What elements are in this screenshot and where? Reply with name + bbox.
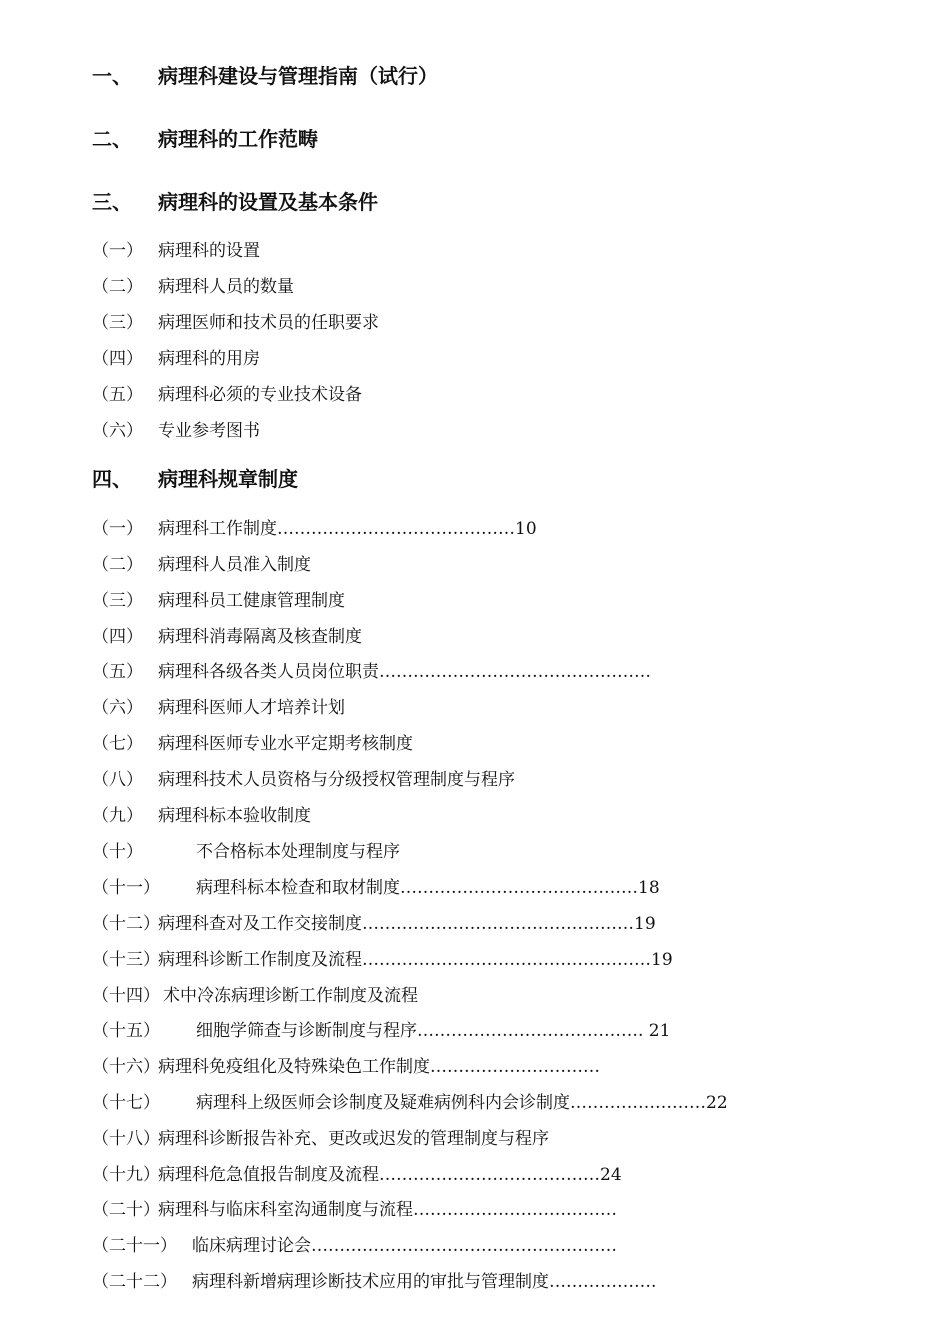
item-title: 病理科标本验收制度 bbox=[158, 806, 311, 826]
item-title: 病理科技术人员资格与分级授权管理制度与程序 bbox=[158, 770, 515, 790]
section-title: 病理科规章制度 bbox=[158, 467, 298, 491]
section-title: 病理科的工作范畴 bbox=[158, 127, 318, 151]
item-number: （二） bbox=[92, 555, 143, 575]
item-title: 病理科的设置 bbox=[158, 241, 260, 261]
item-number: （十一） bbox=[92, 878, 160, 898]
item-title: 病理医师和技术员的任职要求 bbox=[158, 313, 379, 333]
item-title: 不合格标本处理制度与程序 bbox=[196, 842, 400, 862]
item-number: （二十二） bbox=[92, 1272, 177, 1292]
item-title: 病理科医师人才培养计划 bbox=[158, 698, 345, 718]
item-title: 病理科查对及工作交接制度…………………………………………19 bbox=[158, 914, 656, 934]
item-number: （十五） bbox=[92, 1021, 160, 1041]
item-title: 病理科员工健康管理制度 bbox=[158, 591, 345, 611]
item-number: （二十） bbox=[92, 1200, 160, 1220]
item-number: （九） bbox=[92, 806, 143, 826]
item-title: 专业参考图书 bbox=[158, 421, 260, 441]
item-number: （十四） bbox=[92, 986, 160, 1006]
item-number: （四） bbox=[92, 349, 143, 369]
section-number: 三、 bbox=[92, 190, 132, 214]
item-title: 病理科免疫组化及特殊染色工作制度………………………… bbox=[158, 1057, 600, 1077]
item-title: 病理科必须的专业技术设备 bbox=[158, 385, 362, 405]
item-number: （一） bbox=[92, 519, 143, 539]
item-number: （四） bbox=[92, 627, 143, 647]
item-title: 病理科上级医师会诊制度及疑难病例科内会诊制度……………………22 bbox=[196, 1093, 728, 1113]
item-title: 病理科工作制度……………………………………10 bbox=[158, 519, 537, 539]
item-number: （十二） bbox=[92, 914, 160, 934]
section-number: 四、 bbox=[92, 467, 132, 491]
item-title: 病理科危急值报告制度及流程…………………………………24 bbox=[158, 1165, 622, 1185]
item-title: 病理科诊断工作制度及流程……………………………………………19 bbox=[158, 950, 673, 970]
item-number: （十七） bbox=[92, 1093, 160, 1113]
item-title: 病理科新增病理诊断技术应用的审批与管理制度………………. bbox=[192, 1272, 657, 1292]
section-title: 病理科的设置及基本条件 bbox=[158, 190, 378, 214]
item-title: 病理科人员准入制度 bbox=[158, 555, 311, 575]
item-number: （六） bbox=[92, 421, 143, 441]
item-title: 病理科的用房 bbox=[158, 349, 260, 369]
item-number: （十） bbox=[92, 842, 143, 862]
item-number: （十三） bbox=[92, 950, 160, 970]
item-title: 病理科医师专业水平定期考核制度 bbox=[158, 734, 413, 754]
item-title: 病理科各级各类人员岗位职责………………………………………… bbox=[158, 662, 651, 682]
item-number: （八） bbox=[92, 770, 143, 790]
item-title: 病理科消毒隔离及核查制度 bbox=[158, 627, 362, 647]
item-title: 病理科与临床科室沟通制度与流程……………………………… bbox=[158, 1200, 617, 1220]
section-number: 一、 bbox=[92, 64, 132, 88]
item-number: （二十一） bbox=[92, 1236, 177, 1256]
item-number: （十九） bbox=[92, 1165, 160, 1185]
item-title: 病理科标本检查和取材制度……………………………………18 bbox=[196, 878, 660, 898]
item-title: 术中冷冻病理诊断工作制度及流程 bbox=[163, 986, 418, 1006]
item-number: （五） bbox=[92, 662, 143, 682]
item-number: （三） bbox=[92, 313, 143, 333]
section-title: 病理科建设与管理指南（试行） bbox=[158, 64, 438, 88]
item-number: （一） bbox=[92, 241, 143, 261]
item-number: （二） bbox=[92, 277, 143, 297]
item-number: （七） bbox=[92, 734, 143, 754]
item-title: 临床病理讨论会……………………………………………… bbox=[192, 1236, 617, 1256]
item-number: （六） bbox=[92, 698, 143, 718]
item-title: 细胞学筛查与诊断制度与程序…………………………………. 21 bbox=[196, 1021, 671, 1041]
item-title: 病理科人员的数量 bbox=[158, 277, 294, 297]
item-number: （五） bbox=[92, 385, 143, 405]
item-title: 病理科诊断报告补充、更改或迟发的管理制度与程序 bbox=[158, 1129, 549, 1149]
section-number: 二、 bbox=[92, 127, 132, 151]
item-number: （三） bbox=[92, 591, 143, 611]
item-number: （十八） bbox=[92, 1129, 160, 1149]
item-number: （十六） bbox=[92, 1057, 160, 1077]
